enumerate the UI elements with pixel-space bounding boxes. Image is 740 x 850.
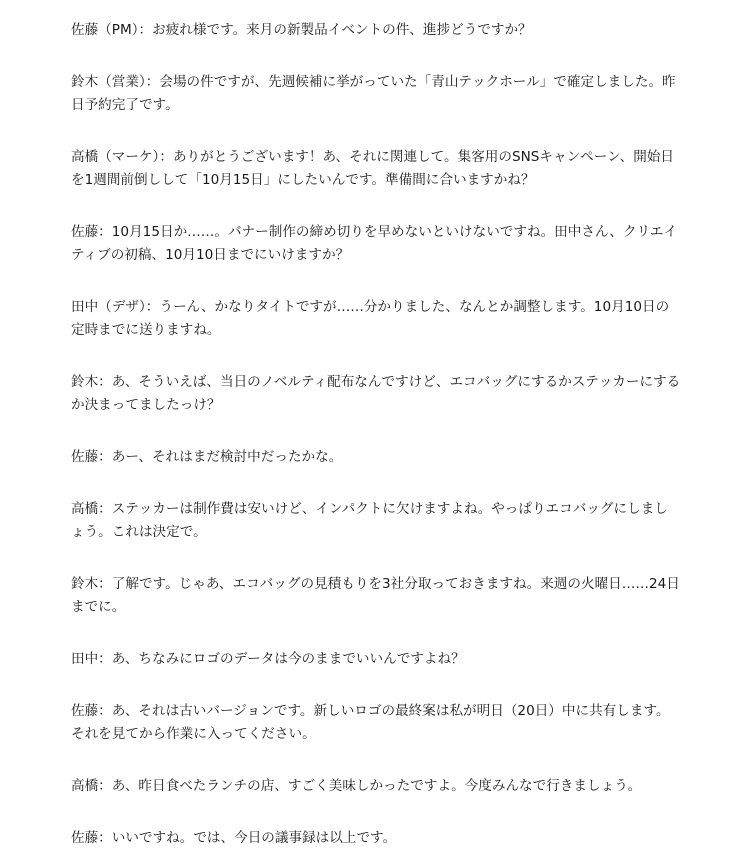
meeting-transcript <box>71 19 681 850</box>
utterance-sato-pm: 佐藤（PM）：お疲れ様です。来月の新製品イベントの件、進捗どうですか？ <box>71 22 532 38</box>
utterance-takahashi-ecobag: 高橋：ステッカーは制作費は安いけど、インパクトに欠けますよね。やっぱりエコバッグにしましょう。これは決定で。 <box>71 501 668 540</box>
utterance-suzuki-sales: 鈴木（営業）：会場の件ですが、先週候補に挙がっていた「青山テックホール」で確定しました。昨日予約完了です。 <box>71 74 676 113</box>
utterance-sato-pending: 佐藤：あー、それはまだ検討中だったかな。 <box>71 449 343 465</box>
utterance-sato-closing: 佐藤：いいですね。では、今日の議事録は以上です。 <box>71 830 397 846</box>
utterance-takahashi-marketing: 高橋（マーケ）：ありがとうございます！あ、それに関連して。集客用のSNSキャンペーン、開始日を1週間前倒しして「10月15日」にしたいんです。準備間に合いますかね？ <box>71 149 674 188</box>
utterance-takahashi-lunch: 高橋：あ、昨日食べたランチの店、すごく美味しかったですよ。今度みんなで行きましょう。 <box>71 778 642 794</box>
utterance-tanaka-logo: 田中：あ、ちなみにロゴのデータは今のままでいいんですよね？ <box>71 651 465 667</box>
utterance-sato-logo: 佐藤：あ、それは古いバージョンです。新しいロゴの最終案は私が明日（20日）中に共有します。それを見てから作業に入ってください。 <box>71 703 670 742</box>
utterance-suzuki-estimate: 鈴木：了解です。じゃあ、エコバッグの見積もりを3社分取っておきますね。来週の火曜日……24日までに。 <box>71 576 680 615</box>
utterance-tanaka-design: 田中（デザ）：うーん、かなりタイトですが……分かりました、なんとか調整します。10月10日の定時までに送りますね。 <box>71 299 670 338</box>
utterance-suzuki-novelty: 鈴木：あ、そういえば、当日のノベルティ配布なんですけど、エコバッグにするかステッカーにするか決まってましたっけ？ <box>71 374 681 413</box>
utterance-sato-banner: 佐藤：10月15日か……。バナー制作の締め切りを早めないといけないですね。田中さん、クリエイティブの初稿、10月10日までにいけますか？ <box>71 224 678 263</box>
